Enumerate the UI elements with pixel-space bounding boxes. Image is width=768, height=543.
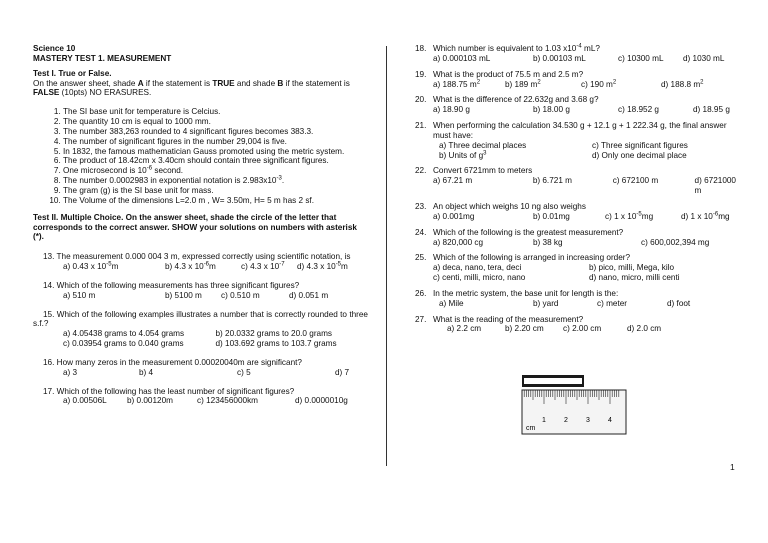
- tf-item: 5. In 1832, the famous mathematician Gauss promoted using the metric system.: [63, 147, 368, 157]
- tick-label: 3: [586, 417, 590, 424]
- question-18: 18. Which number is equivalent to 1.03 $x10^{-4}$ mL? a) 0.000103 mL b) 0.00103 mL c) 10300 mL d) 1030 mL: [415, 43, 725, 63]
- question-22: 22. Convert 6721mm to meters a) 67.21 m b) 6.721 m c) 672100 m d) 6721000 m: [415, 166, 736, 196]
- part1-title: Test I. True or False.: [33, 68, 112, 78]
- question-25: 25. Which of the following is arranged in increasing order? a) deca, nano, tera, deci b) pico, milli, Mega, kilo c) centi, milli, micro, nano d) nano, micro, milli centi: [415, 253, 680, 283]
- left-column: [33, 44, 368, 412]
- tf-item: 8. The number 0.0002983 in exponential notation is $2.983x10^{-3}$.: [63, 176, 368, 186]
- question-21: 21. When performing the calculation 34.530 g + 12.1 g + 1 222.34 g, the final answer must have: a) Three decimal places c) Three significant figures b) Units of $g^3$ d) Only one decimal place: [415, 121, 727, 160]
- tf-item: 2. The quantity 10 cm is equal to 1000 mm.: [63, 117, 368, 127]
- subject: Science 10: [33, 44, 76, 53]
- question-23: 23. An object which weighs 10 ng also weighs a) 0.001mg b) 0.01mg c) 1 x $10^{-5}mg$ d) 1 x $10^{-6}mg$: [415, 201, 730, 221]
- question-14: 14. Which of the following measurements has three significant figures? a) 510 m b) 5100 m c) 0.510 m d) 0.051 m: [43, 280, 329, 300]
- part1-instructions: On the answer sheet, shade A if the statement is TRUE and shade B if the statement is FALSE (10pts) NO ERASURES.: [33, 78, 350, 98]
- tf-item: 1. The SI base unit for temperature is Celcius.: [63, 107, 368, 117]
- question-19: 19. What is the product of 75.5 m and 2.5 m? a) 188.75 $m^2$ b) 189 $m^2$ c) 190 $m^2$ d) 188.8 $m^2$: [415, 69, 704, 89]
- question-17: 17. Which of the following has the least number of significant figures? a) 0.00506L b) 0.00120m c) 123456000km d) 0.0000010g: [43, 386, 348, 406]
- tf-item: 4. The number of significant figures in the number 29,004 is five.: [63, 137, 368, 147]
- tick-label: 2: [564, 417, 568, 424]
- tick-label: 4: [608, 417, 612, 424]
- question-16: 16. How many zeros in the measurement 0.00020040m are significant? a) 3 b) 4 c) 5 d) 7: [43, 357, 350, 377]
- tf-item: 10. The Volume of the dimensions L=2.0 m , W= 3.50m, H= 5 m has 2 sf.: [63, 196, 368, 206]
- question-20: 20. What is the difference of 22.632g and 3.68 g? a) 18.90 g b) 18.00 g c) 18.952 g d) 18.95 g: [415, 95, 730, 115]
- question-27: 27. What is the reading of the measurement? a) 2.2 cm b) 2.20 cm c) 2.00 cm d) 2.0 cm: [415, 314, 662, 334]
- test-title: MASTERY TEST 1. MEASUREMENT: [33, 53, 172, 63]
- true-false-list: [33, 107, 368, 205]
- ruler-figure: [520, 373, 628, 436]
- unit-label: cm: [526, 425, 536, 432]
- question-13: 13. The measurement 0.000 004 3 m, expressed correctly using scientific notation, is a) 0.43 x $10^{-5}m$ b) 4.3 x $10^{-6}m$ c) 4.3 x $10^{-7}$ d) 4.3 x $10^{-5}m$: [43, 252, 351, 272]
- tf-item: 9. The gram (g) is the SI base unit for mass.: [63, 186, 368, 196]
- tick-label: 1: [542, 417, 546, 424]
- column-divider: [386, 46, 387, 466]
- part2-title: Test II. Multiple Choice. On the answer sheet, shade the circle of the letter that corresponds to the correct answer. SHOW your solutions on numbers with asterisk (*).: [33, 212, 357, 242]
- measured-object: [522, 375, 584, 387]
- question-26: 26. In the metric system, the base unit for length is the: a) Mile b) yard c) meter d) foot: [415, 288, 691, 308]
- question-15: 15. Which of the following examples illustrates a number that is correctly rounded to three s.f.? a) 4.05438 grams to 4.054 grams b) 20.0332 grams to 20.0 grams c) 0.03954 grams to 0.040 grams d) 103.692 grams to 103.7 grams: [33, 309, 368, 349]
- page-number: 1: [730, 462, 735, 472]
- tf-item: 3. The number 383,263 rounded to 4 significant figures becomes 383.3.: [63, 127, 368, 137]
- tf-item: 6. The product of 18.42cm x 3.40cm should contain three significant figures.: [63, 156, 368, 166]
- tf-item: 7. One microsecond is $10^{-6}$ second.: [63, 166, 368, 176]
- right-column: [415, 44, 745, 340]
- question-24: 24. Which of the following is the greatest measurement? a) 820,000 cg b) 38 kg c) 600,002,394 mg: [415, 227, 710, 247]
